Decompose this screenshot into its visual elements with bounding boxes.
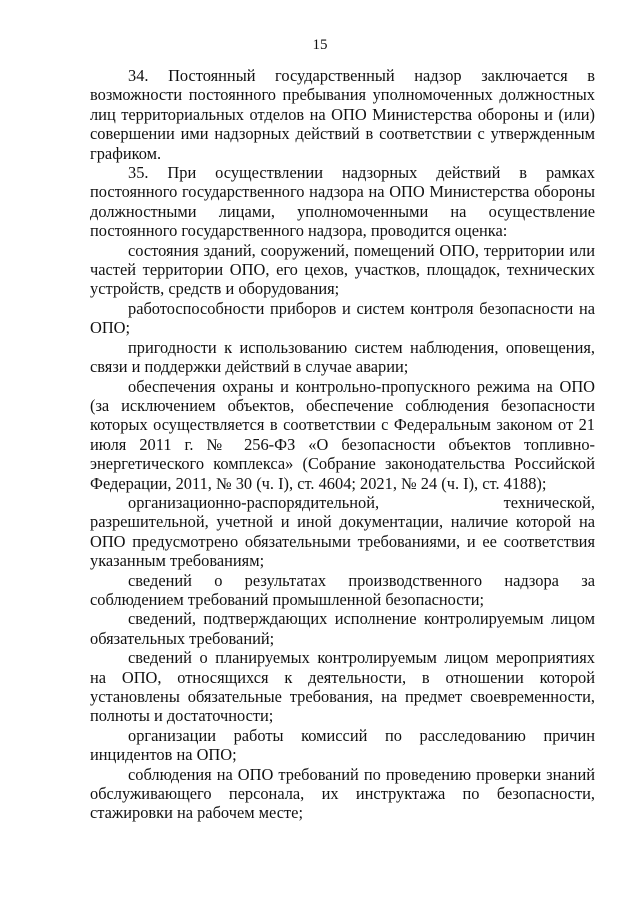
paragraph-34: 34. Постоянный государственный надзор заключается в возможности постоянного пребывания уполномоченных должностных лиц территориальных отделов на ОПО Министерства обороны и (или) совершении ими надзорных действий в соответствии с утвержденным графиком.: [90, 66, 595, 163]
list-item: обеспечения охраны и контрольно-пропускного режима на ОПО (за исключением объектов, обеспечение соблюдения безопасности которых осуществляется в соответствии с Федеральным законом от 21 июля 2011 г. № 256-ФЗ «О безопасности объектов топливно-энергетического комплекса» (Собрание законодательства Российской Федерации, 2011, № 30 (ч. I), ст. 4604; 2021, № 24 (ч. I), ст. 4188);: [90, 376, 595, 493]
document-body: [90, 66, 595, 823]
list-item: пригодности к использованию систем наблюдения, оповещения, связи и поддержки действий в случае аварии;: [90, 337, 595, 377]
page-number: 15: [312, 37, 328, 53]
list-item: работоспособности приборов и систем контроля безопасности на ОПО;: [90, 298, 595, 338]
list-item: организации работы комиссий по расследованию причин инцидентов на ОПО;: [90, 725, 595, 765]
list-item: организационно-распорядительной, технической, разрешительной, учетной и иной документации, наличие которой на ОПО предусмотрено обязательными требованиями, и ее соответствия указанным требованиям;: [90, 492, 595, 571]
list-item: сведений о планируемых контролируемым лицом мероприятиях на ОПО, относящихся к деятельности, в отношении которой установлены обязательные требования, на предмет своевременности, полноты и достаточности;: [90, 648, 595, 726]
list-item: сведений, подтверждающих исполнение контролируемым лицом обязательных требований;: [90, 609, 595, 648]
list-item: состояния зданий, сооружений, помещений ОПО, территории или частей территории ОПО, его цехов, участков, площадок, технических устройств, средств и оборудования;: [90, 240, 595, 299]
list-item: сведений о результатах производственного надзора за соблюдением требований промышленной безопасности;: [90, 570, 595, 609]
list-item: соблюдения на ОПО требований по проведению проверки знаний обслуживающего персонала, их инструктажа по безопасности, стажировки на рабочем месте;: [90, 764, 595, 823]
paragraph-35: 35. При осуществлении надзорных действий в рамках постоянного государственного надзора на ОПО Министерства обороны должностными лицами, уполномоченными на осуществление постоянного государственного надзора, проводится оценка:: [90, 163, 595, 241]
